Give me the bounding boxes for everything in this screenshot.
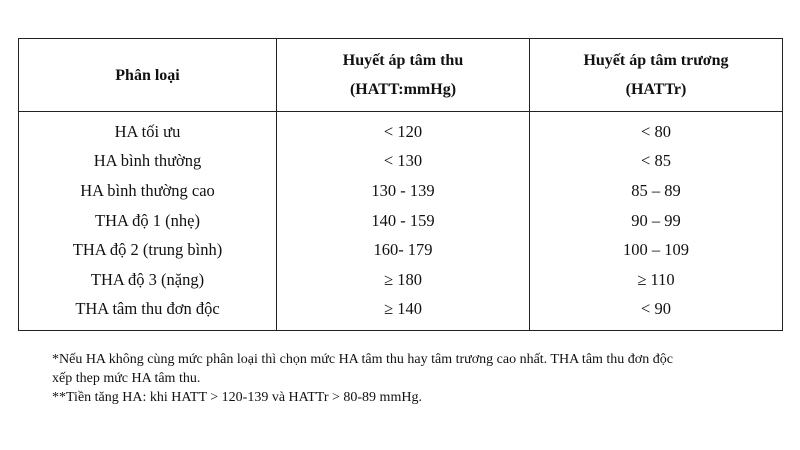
header-systolic-label: Huyết áp tâm thu bbox=[342, 52, 464, 69]
footnote-2: **Tiền tăng HA: khi HATT > 120-139 và HATTr > 80-89 mmHg. bbox=[52, 390, 422, 406]
cell-classification: THA độ 3 (nặng) bbox=[19, 265, 277, 295]
table-row bbox=[19, 295, 783, 331]
cell-classification: THA tâm thu đơn độc bbox=[19, 295, 277, 331]
cell-classification: HA bình thường cao bbox=[19, 176, 277, 206]
cell-systolic: ≥ 140 bbox=[277, 295, 530, 331]
table-row bbox=[19, 206, 783, 236]
document bbox=[18, 38, 782, 407]
cell-diastolic: ≥ 110 bbox=[530, 265, 783, 295]
table-row bbox=[19, 265, 783, 295]
header-diastolic bbox=[530, 39, 783, 112]
cell-systolic: < 130 bbox=[277, 147, 530, 177]
cell-systolic: < 120 bbox=[277, 112, 530, 147]
table-header-row bbox=[19, 39, 783, 112]
header-systolic bbox=[277, 39, 530, 112]
cell-classification: THA độ 1 (nhẹ) bbox=[19, 206, 277, 236]
header-diastolic-unit: (HATTr) bbox=[625, 81, 687, 98]
footnote-1-line-1: *Nếu HA không cùng mức phân loại thì chọn mức HA tâm thu hay tâm trương cao nhất. THA tâm thu đơn độc bbox=[52, 352, 673, 368]
cell-diastolic: 90 – 99 bbox=[530, 206, 783, 236]
cell-diastolic: < 85 bbox=[530, 147, 783, 177]
cell-classification: HA bình thường bbox=[19, 147, 277, 177]
footnote-1-line-2: xếp thep mức HA tâm thu. bbox=[52, 371, 201, 387]
cell-diastolic: < 90 bbox=[530, 295, 783, 331]
footnotes bbox=[18, 350, 772, 407]
cell-classification: THA độ 2 (trung bình) bbox=[19, 235, 277, 265]
cell-systolic: 130 - 139 bbox=[277, 176, 530, 206]
header-classification bbox=[19, 39, 277, 112]
cell-systolic: 160- 179 bbox=[277, 235, 530, 265]
header-classification-label: Phân loại bbox=[115, 66, 180, 84]
cell-classification: HA tối ưu bbox=[19, 112, 277, 147]
blood-pressure-classification-table bbox=[18, 38, 783, 331]
header-systolic-unit: (HATT:mmHg) bbox=[349, 81, 457, 98]
table-row bbox=[19, 176, 783, 206]
cell-systolic: 140 - 159 bbox=[277, 206, 530, 236]
table-row bbox=[19, 147, 783, 177]
cell-systolic: ≥ 180 bbox=[277, 265, 530, 295]
table-row bbox=[19, 112, 783, 147]
table-row bbox=[19, 235, 783, 265]
header-diastolic-label: Huyết áp tâm trương bbox=[583, 52, 729, 69]
cell-diastolic: 100 – 109 bbox=[530, 235, 783, 265]
cell-diastolic: < 80 bbox=[530, 112, 783, 147]
cell-diastolic: 85 – 89 bbox=[530, 176, 783, 206]
